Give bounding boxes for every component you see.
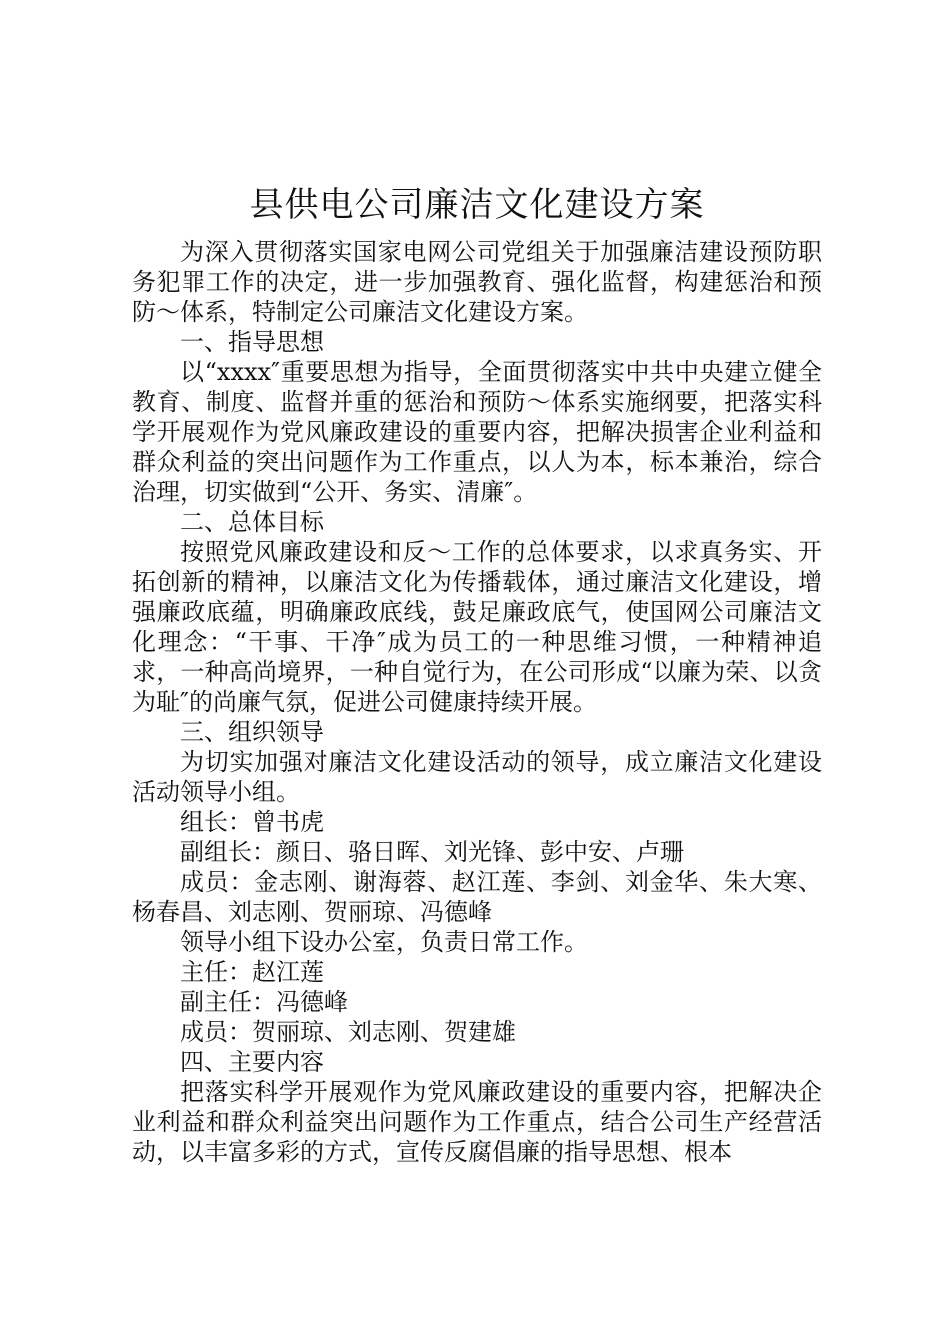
intro-paragraph: 为深入贯彻落实国家电网公司党组关于加强廉洁建设预防职务犯罪工作的决定，进一步加强教育、强化监督，构建惩治和预防～体系，特制定公司廉洁文化建设方案。 xyxy=(132,238,822,326)
section-heading-main-content: 四、主要内容 xyxy=(180,1048,324,1076)
section-heading-guiding-thought: 一、指导思想 xyxy=(180,328,324,356)
main-content-paragraph: 把落实科学开展观作为党风廉政建设的重要内容，把解决企业利益和群众利益突出问题作为工作重点，结合公司生产经营活动，以丰富多彩的方式，宣传反腐倡廉的指导思想、根本 xyxy=(132,1078,822,1166)
office-deputy-director-line: 副主任：冯德峰 xyxy=(180,988,348,1016)
deputy-leader-line: 副组长：颜日、骆日晖、刘光锋、彭中安、卢珊 xyxy=(180,838,684,866)
document-title: 县供电公司廉洁文化建设方案 xyxy=(249,185,705,225)
team-members-line: 成员：金志刚、谢海蓉、赵江莲、李剑、刘金华、朱大寒、杨春昌、刘志刚、贺丽琼、冯德峰 xyxy=(132,868,822,926)
section-heading-organization: 三、组织领导 xyxy=(180,718,324,746)
office-members-line: 成员：贺丽琼、刘志刚、贺建雄 xyxy=(180,1018,516,1046)
guiding-thought-paragraph: 以“xxxx″重要思想为指导，全面贯彻落实中共中央建立健全教育、制度、监督并重的惩治和预防～体系实施纲要，把落实科学开展观作为党风廉政建设的重要内容，把解决损害企业利益和群众利益的突出问题作为工作重点，以人为本，标本兼治，综合治理，切实做到“公开、务实、清廉″。 xyxy=(132,358,822,506)
office-director-line: 主任：赵江莲 xyxy=(180,958,324,986)
overall-goal-paragraph: 按照党风廉政建设和反～工作的总体要求，以求真务实、开拓创新的精神，以廉洁文化为传播载体，通过廉洁文化建设，增强廉政底蕴，明确廉政底线，鼓足廉政底气，使国网公司廉洁文化理念：“干事、干净″成为员工的一种思维习惯，一种精神追求，一种高尚境界，一种自觉行为，在公司形成“以廉为荣、以贪为耻″的尚廉气氛，促进公司健康持续开展。 xyxy=(132,538,822,716)
document-page xyxy=(132,183,822,1167)
organization-paragraph: 为切实加强对廉洁文化建设活动的领导，成立廉洁文化建设活动领导小组。 xyxy=(132,748,822,806)
section-heading-overall-goal: 二、总体目标 xyxy=(180,508,324,536)
team-leader-line: 组长：曾书虎 xyxy=(180,808,324,836)
office-setup-line: 领导小组下设办公室，负责日常工作。 xyxy=(180,928,588,956)
